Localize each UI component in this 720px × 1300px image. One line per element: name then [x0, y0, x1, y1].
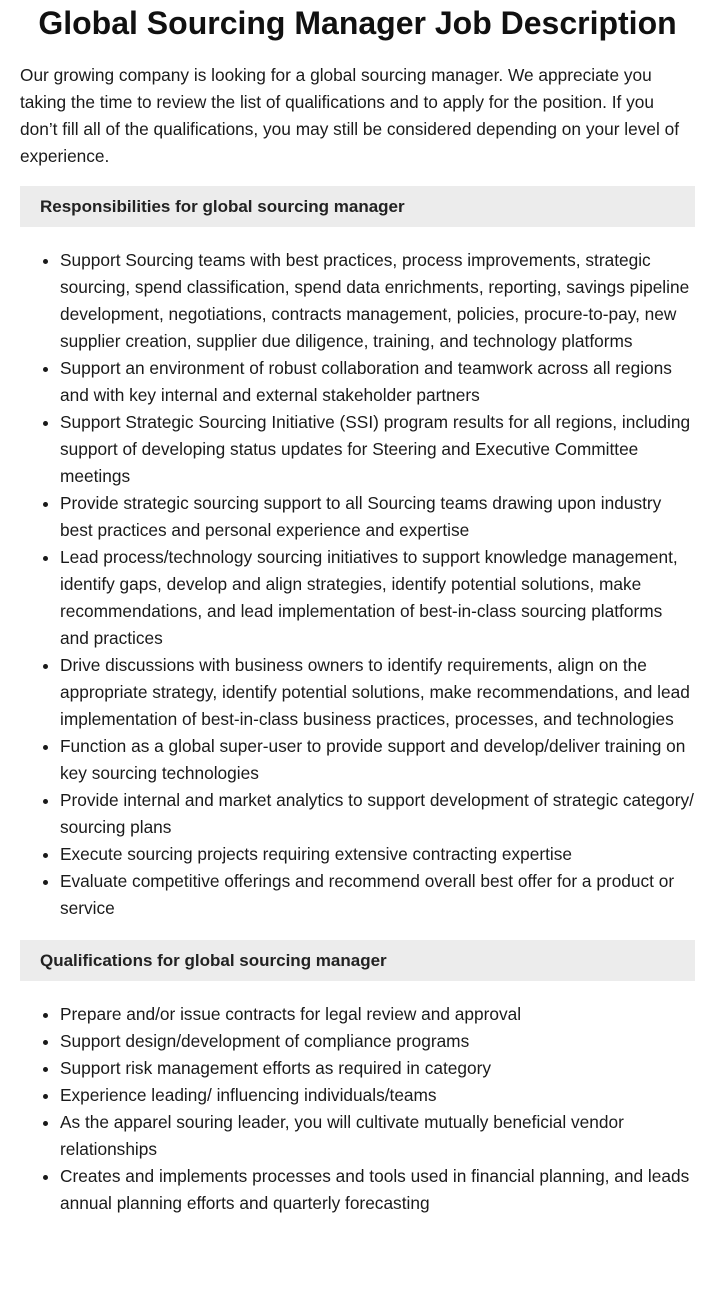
list-item: • Lead process/technology sourcing initiatives to support knowledge management, identify gaps, develop and align strategies, identify potential solutions, make recommendations, and lead implementation of best-in-class sourcing platforms and practices — [60, 544, 695, 652]
list-item: • Support design/development of compliance programs — [60, 1028, 695, 1055]
list-item: • Support Sourcing teams with best practices, process improvements, strategic sourcing, spend classification, spend data enrichments, reporting, savings pipeline development, negotiations, contracts management, policies, procure-to-pay, new supplier creation, supplier due diligence, training, and technology platforms — [60, 247, 695, 355]
list-item: • Creates and implements processes and tools used in financial planning, and leads annual planning efforts and quarterly forecasting — [60, 1163, 695, 1217]
list-item: • Execute sourcing projects requiring extensive contracting expertise — [60, 841, 695, 868]
list-item: • Support an environment of robust collaboration and teamwork across all regions and with key internal and external stakeholder partners — [60, 355, 695, 409]
list-item: • Support Strategic Sourcing Initiative (SSI) program results for all regions, including support of developing status updates for Steering and Executive Committee meetings — [60, 409, 695, 490]
responsibilities-list — [20, 247, 695, 922]
list-item: • Drive discussions with business owners to identify requirements, align on the appropriate strategy, identify potential solutions, make recommendations, and lead implementation of best-in-class business practices, processes, and technologies — [60, 652, 695, 733]
qualifications-list — [20, 1001, 695, 1217]
list-item: • Provide internal and market analytics to support development of strategic category/ sourcing plans — [60, 787, 695, 841]
list-item: • Function as a global super-user to provide support and develop/deliver training on key sourcing technologies — [60, 733, 695, 787]
list-item: • Support risk management efforts as required in category — [60, 1055, 695, 1082]
responsibilities-heading: Responsibilities for global sourcing manager — [20, 186, 695, 227]
list-item: • Prepare and/or issue contracts for legal review and approval — [60, 1001, 695, 1028]
page-title: Global Sourcing Manager Job Description — [38, 5, 677, 41]
list-item: • Evaluate competitive offerings and recommend overall best offer for a product or service — [60, 868, 695, 922]
list-item: • As the apparel souring leader, you will cultivate mutually beneficial vendor relationships — [60, 1109, 695, 1163]
list-item: • Experience leading/ influencing individuals/teams — [60, 1082, 695, 1109]
qualifications-heading: Qualifications for global sourcing manager — [20, 940, 695, 981]
intro-paragraph: Our growing company is looking for a global sourcing manager. We appreciate you taking the time to review the list of qualifications and to apply for the position. If you don’t fill all of the qualifications, you may still be considered depending on your level of experience. — [20, 65, 679, 166]
list-item: • Provide strategic sourcing support to all Sourcing teams drawing upon industry best practices and personal experience and expertise — [60, 490, 695, 544]
